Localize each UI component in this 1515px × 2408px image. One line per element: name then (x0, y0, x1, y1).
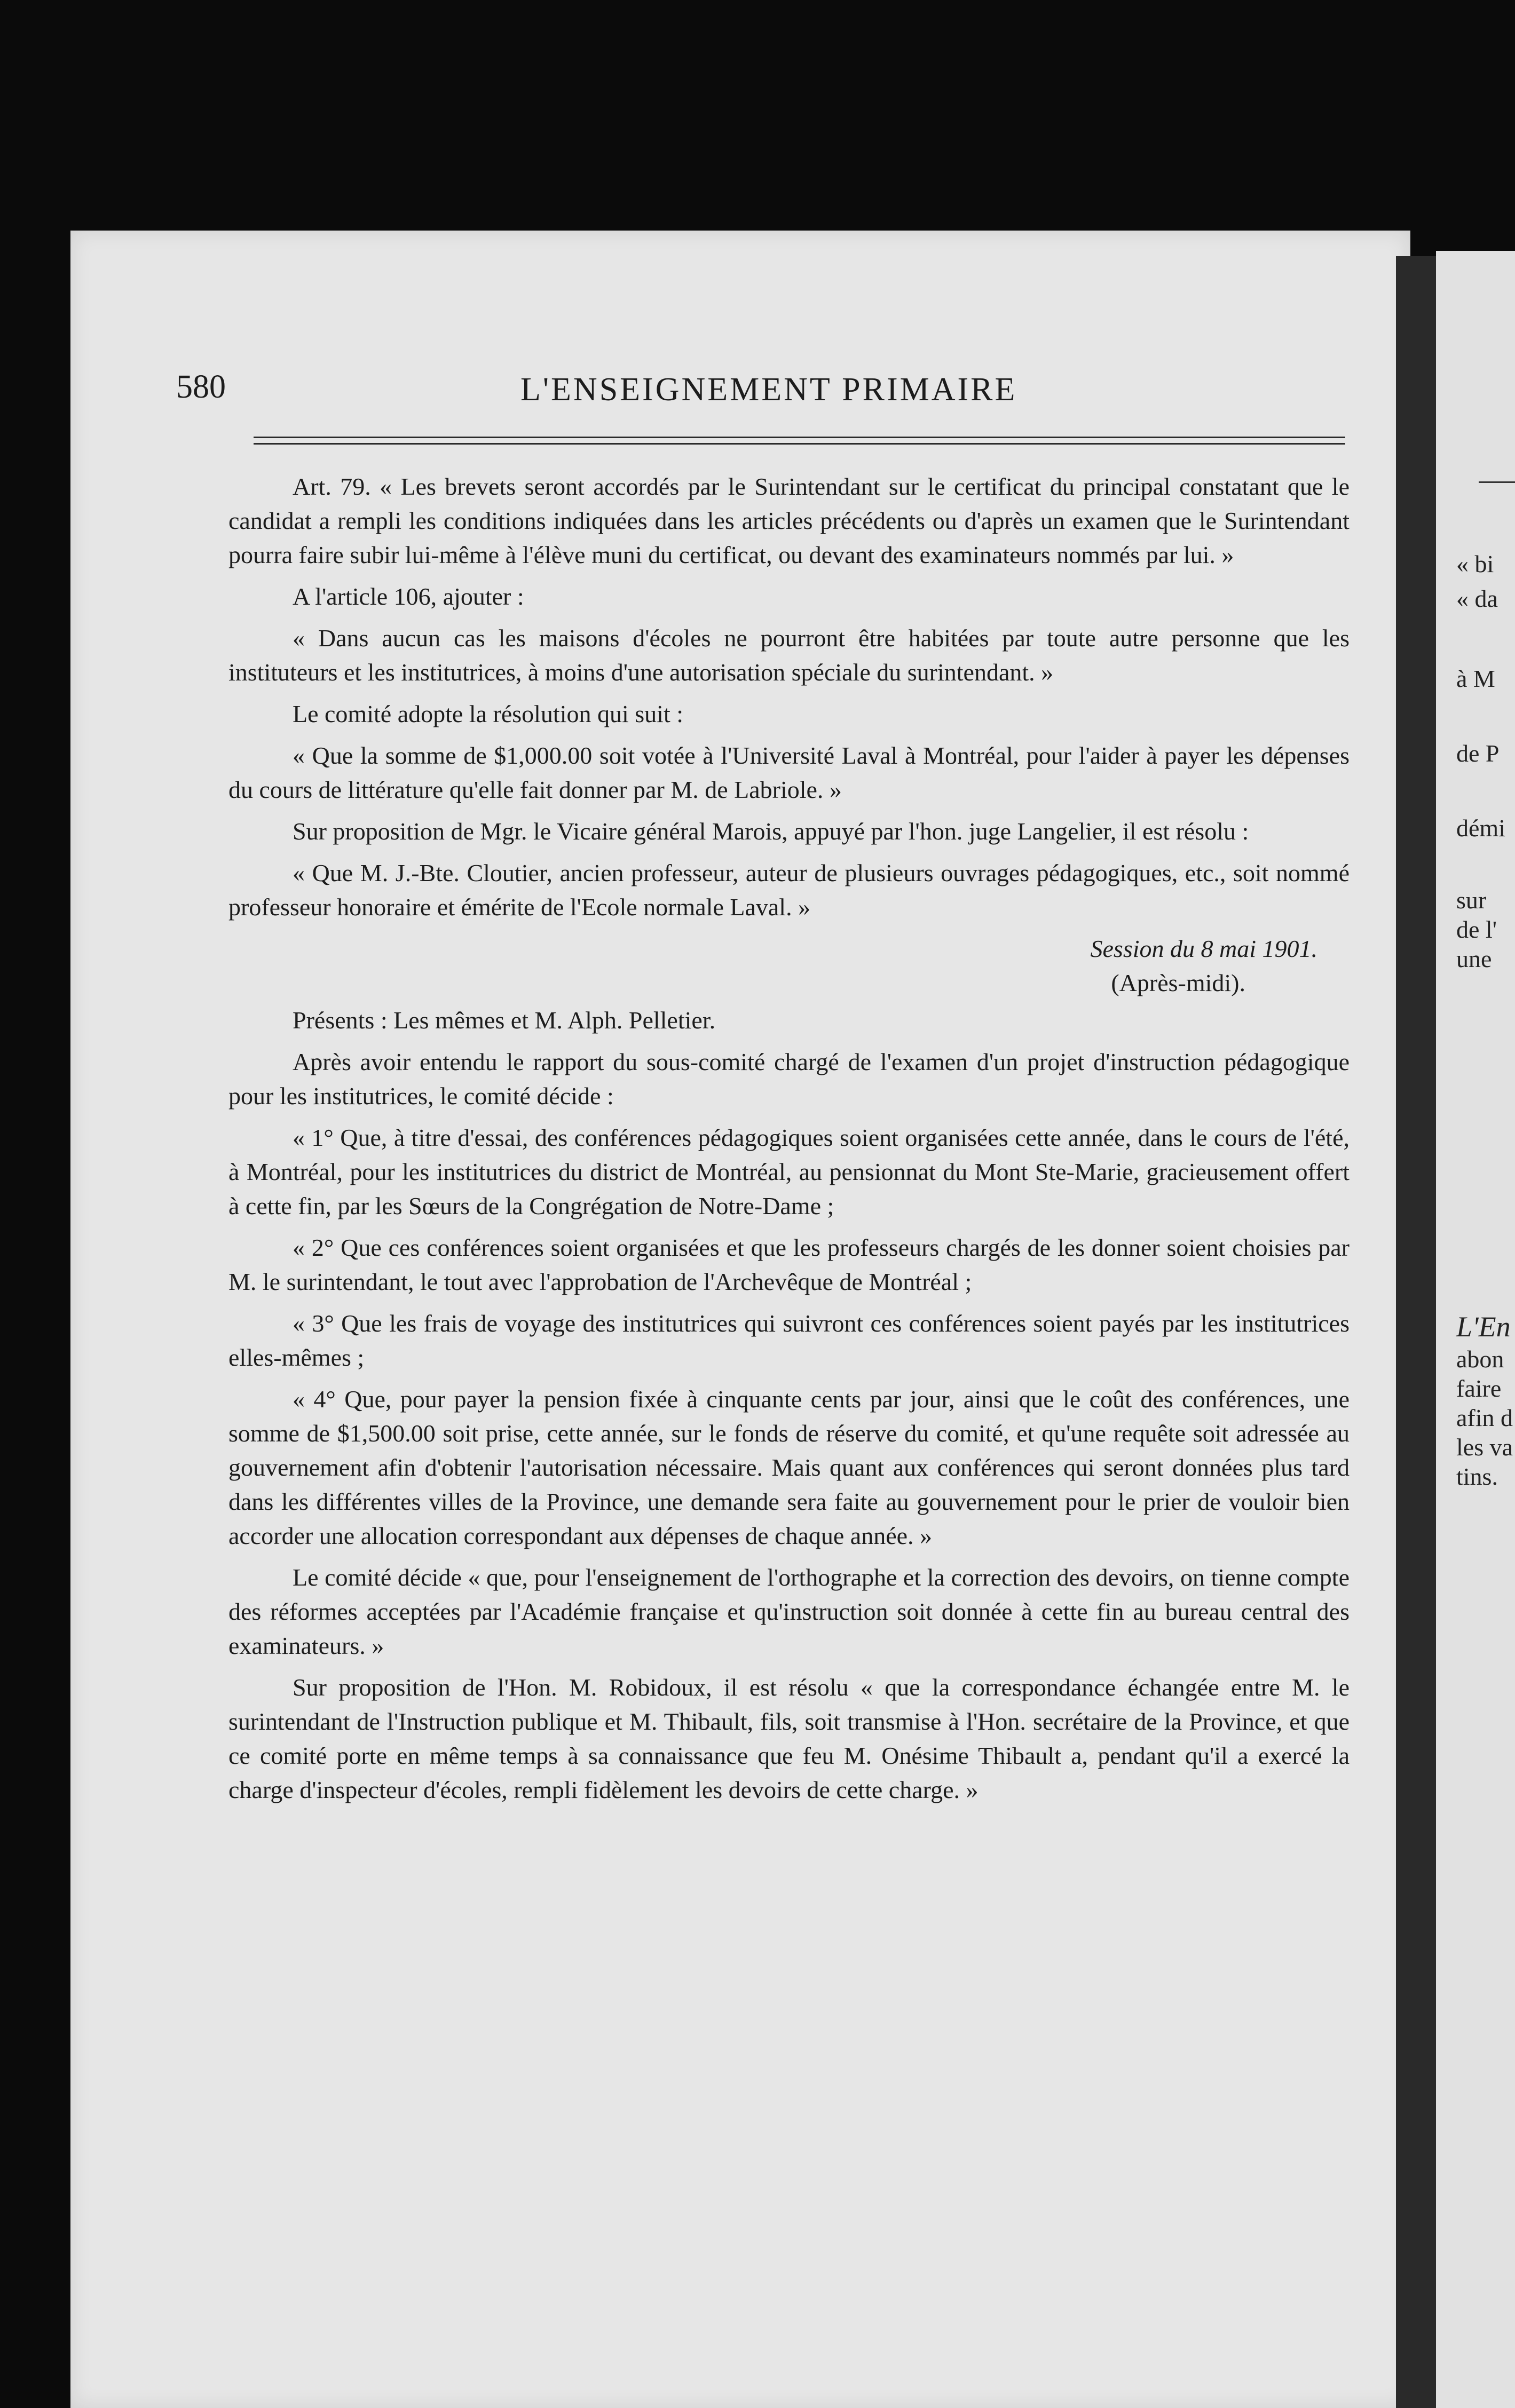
paragraph-quote-maisons: « Dans aucun cas les maisons d'écoles ne pourront être habitées par toute autre personne que les instituteurs et les institutrices, à moins d'une autorisation spéciale du surintendant. » (228, 624, 1350, 686)
running-title: L'ENSEIGNEMENT PRIMAIRE (520, 371, 1017, 408)
paragraph-quote-cloutier: « Que M. J.-Bte. Cloutier, ancien professeur, auteur de plusieurs ouvrages pédagogiques, etc., soit nommé professeur honoraire et émérite de l'Ecole normale Laval. » (228, 859, 1350, 921)
paragraph-item-3: « 3° Que les frais de voyage des institutrices qui suivront ces conférences soient payés par les institutrices elles-mêmes ; (228, 1310, 1350, 1371)
book-gutter (1396, 256, 1439, 2408)
paragraph-orthographe: Le comité décide « que, pour l'enseignement de l'orthographe et la correction des devoirs, on tienne compte des réformes acceptées par l'Académie française et qu'instruction soit donnée à cette fin au bureau central des examinateurs. » (228, 1564, 1350, 1659)
header-rule-top (254, 437, 1345, 438)
adjacent-fragment: tins. (1456, 1463, 1498, 1490)
paragraph-quote-somme: « Que la somme de $1,000.00 soit votée à l'Université Laval à Montréal, pour l'aider à payer les dépenses du cours de littérature qu'elle fait donner par M. de Labriole. » (228, 742, 1350, 803)
paragraph-proposition-marois: Sur proposition de Mgr. le Vicaire général Marois, appuyé par l'hon. juge Langelier, il est résolu : (293, 818, 1249, 845)
adjacent-fragment: « bi (1456, 550, 1494, 577)
adjacent-header-rule (1479, 481, 1515, 483)
paragraph-item-4: « 4° Que, pour payer la pension fixée à cinquante cents par jour, ainsi que le coût des conférences, une somme de $1,500.00 soit prise, cette année, sur le fonds de réserve du comité, et qu'une requête soit adressée au gouvernement afin d'obtenir l'autorisation nécessaire. Mais quant aux conférences qui seront données plus tard dans les différentes villes de la Province, une demande sera faite au gouvernement pour le prier de vouloir bien accorder une allocation correspondant aux dépenses de chaque année. » (228, 1385, 1350, 1549)
paragraph-item-2: « 2° Que ces conférences soient organisées et que les professeurs chargés de les donner soient choisies par M. le surintendant, le tout avec l'approbation de l'Archevêque de Montréal ; (228, 1234, 1350, 1295)
page-number: 580 (176, 369, 226, 405)
paragraph-robidoux: Sur proposition de l'Hon. M. Robidoux, il est résolu « que la correspondance échangée entre M. le surintendant de l'Instruction publique et M. Thibault, fils, soit transmise à l'Hon. secrétaire de la Province, et que ce comité porte en même temps à sa connaissance que feu M. Onésime Thibault a, pendant qu'il a exercé la charge d'inspecteur d'écoles, rempli fidèlement les devoirs de cette charge. » (228, 1674, 1350, 1803)
adjacent-fragment: « da (1456, 585, 1498, 612)
adjacent-page (1436, 251, 1515, 2408)
session-time: (Après-midi). (1111, 969, 1245, 996)
adjacent-fragment: afin d (1456, 1404, 1513, 1431)
paragraph-item-1: « 1° Que, à titre d'essai, des conférences pédagogiques soient organisées cette année, dans le cours de l'été, à Montréal, pour les institutrices du district de Montréal, au pensionnat du Mont Ste-Marie, gracieusement offert à cette fin, par les Sœurs de la Congrégation de Notre-Dame ; (228, 1124, 1350, 1219)
paragraph-presents: Présents : Les mêmes et M. Alph. Pelletier. (293, 1007, 716, 1034)
paragraph-article-106: A l'article 106, ajouter : (293, 583, 524, 610)
header-rule-bottom (254, 443, 1345, 445)
adjacent-fragment: de l' (1456, 916, 1497, 943)
adjacent-fragment: sur (1456, 886, 1487, 914)
adjacent-fragment: de P (1456, 740, 1500, 767)
page-body (228, 470, 1350, 1815)
adjacent-fragment: faire (1456, 1375, 1502, 1402)
adjacent-fragment: à M (1456, 665, 1495, 692)
adjacent-fragment: L'En (1456, 1311, 1511, 1343)
paragraph-comite-adopte: Le comité adopte la résolution qui suit : (293, 700, 684, 727)
session-date: Session du 8 mai 1901. (1090, 935, 1317, 962)
adjacent-fragment: démi (1456, 814, 1505, 842)
paragraph-art-79: Art. 79. « Les brevets seront accordés par le Surintendant sur le certificat du principal constatant que le candidat a rempli les conditions indiquées dans les articles précédents ou d'après un examen que le Surintendant pourra faire subir lui-même à l'élève muni du certificat, ou devant des examinateurs nommés par lui. » (228, 473, 1350, 568)
paragraph-rapport: Après avoir entendu le rapport du sous-comité chargé de l'examen d'un projet d'instruction pédagogique pour les institutrices, le comité décide : (228, 1048, 1350, 1110)
adjacent-fragment: les va (1456, 1433, 1513, 1461)
adjacent-fragment: abon (1456, 1345, 1504, 1373)
adjacent-fragment: une (1456, 945, 1492, 972)
